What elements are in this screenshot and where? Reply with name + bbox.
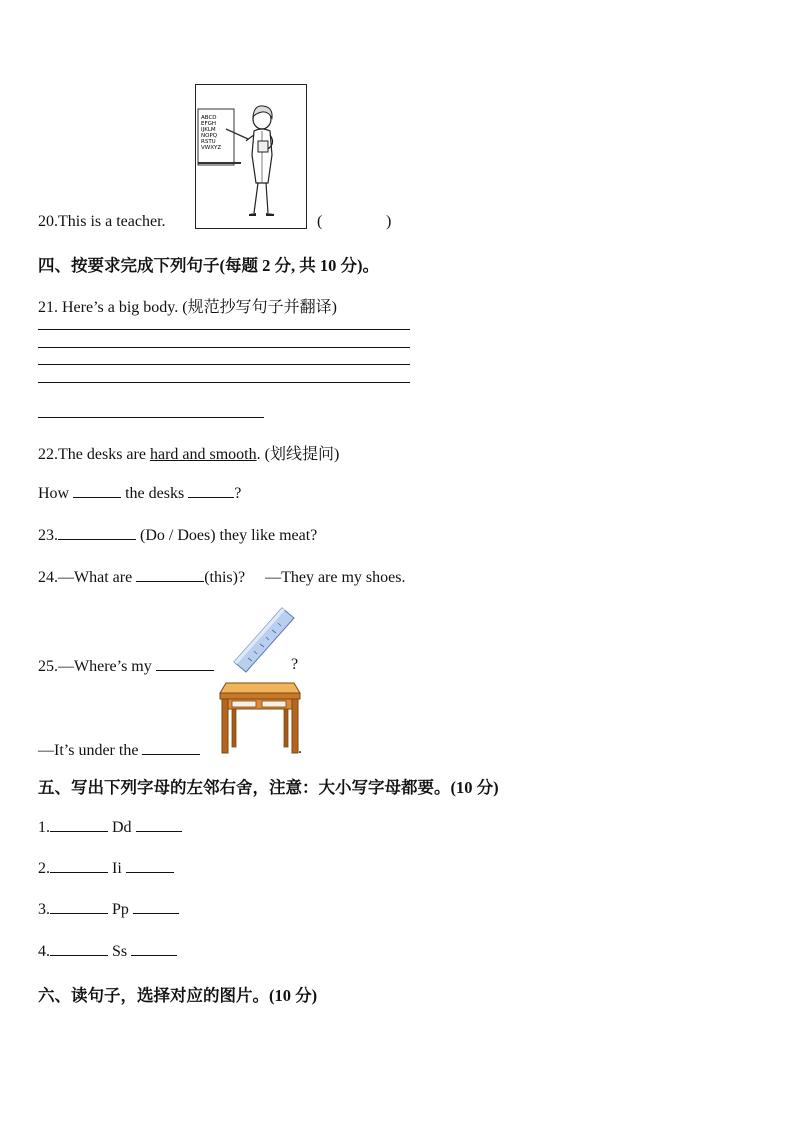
letter-row-letter: Ss [112,943,128,960]
teacher-picture [195,84,307,229]
answer-blank[interactable] [50,817,108,832]
letter-row-num: 2. [38,860,50,877]
board-line: IJKLM [201,127,216,133]
q24-question: 24.—What are [38,569,133,586]
q25-dot: . [298,740,302,757]
q22-answer-end: ? [234,485,242,502]
letter-row-num: 4. [38,943,50,960]
q24-hint: (this)? [204,569,246,586]
q20-text: 20.This is a teacher. [38,213,166,230]
letter-row-letter: Dd [112,819,132,836]
answer-blank[interactable] [50,858,108,873]
section-5-heading: 五、写出下列字母的左邻右舍，注意：大小写字母都要。(10 分) [38,778,499,797]
answer-blank[interactable] [58,525,136,540]
q23-num: 23. [38,527,58,544]
q22-underlined: hard and smooth [149,446,257,463]
q23-row [38,525,317,545]
writing-line[interactable] [38,329,410,330]
writing-line[interactable] [38,347,410,348]
answer-blank[interactable] [50,899,108,914]
section-6-heading: 六、读句子，选择对应的图片。(10 分) [38,986,318,1005]
answer-blank[interactable] [73,483,121,498]
board-line: ABCD [201,115,217,121]
teacher-illustration [196,85,306,228]
translation-line[interactable] [38,417,264,418]
letter-row-num: 3. [38,901,50,918]
answer-blank[interactable] [142,740,200,755]
letter-row-num: 1. [38,819,50,836]
answer-blank[interactable] [133,899,179,914]
q21-text: 21. Here’s a big body. (规范抄写句子并翻译) [38,299,337,316]
letter-row [38,817,182,837]
writing-line[interactable] [38,382,410,383]
q22-text [38,441,339,464]
q22-prefix: 22.The desks are [38,446,150,463]
writing-line[interactable] [38,364,410,365]
ruler-icon [228,604,308,674]
letter-row-letter: Ii [112,860,122,877]
answer-blank[interactable] [188,483,234,498]
answer-blank[interactable] [126,858,174,873]
q25-answer-row [38,740,200,760]
q22-suffix: . (划线提问) [256,446,340,463]
q23-rest: (Do / Does) they like meat? [140,527,318,544]
answer-blank[interactable] [136,817,182,832]
answer-paren-right: ) [386,213,392,230]
q24-answer: —They are my shoes. [265,569,406,586]
board-line: NOPQ [201,133,218,139]
section-4-heading: 四、按要求完成下列句子(每题 2 分, 共 10 分)。 [38,256,379,275]
q25-question: 25.—Where’s my [38,658,152,675]
answer-blank[interactable] [50,941,108,956]
answer-blank[interactable] [156,656,214,671]
board-line: VWXYZ [201,145,222,151]
q25-answer: —It’s under the [38,742,139,759]
q22-answer-row [38,483,241,503]
board-line: EFGH [201,121,217,127]
letter-row-letter: Pp [112,901,129,918]
desk-icon [218,681,302,755]
letter-row [38,899,179,919]
q22-answer-w1: How [38,485,70,502]
q25-qmark: ? [291,656,299,673]
answer-blank[interactable] [131,941,177,956]
q24-row [38,567,405,587]
letter-row [38,858,174,878]
letter-row [38,941,177,961]
q25-question-row [38,656,214,676]
q22-answer-w2: the desks [125,485,185,502]
answer-paren-left: ( [317,213,323,230]
answer-blank[interactable] [136,567,204,582]
board-line: RSTU [201,139,216,145]
